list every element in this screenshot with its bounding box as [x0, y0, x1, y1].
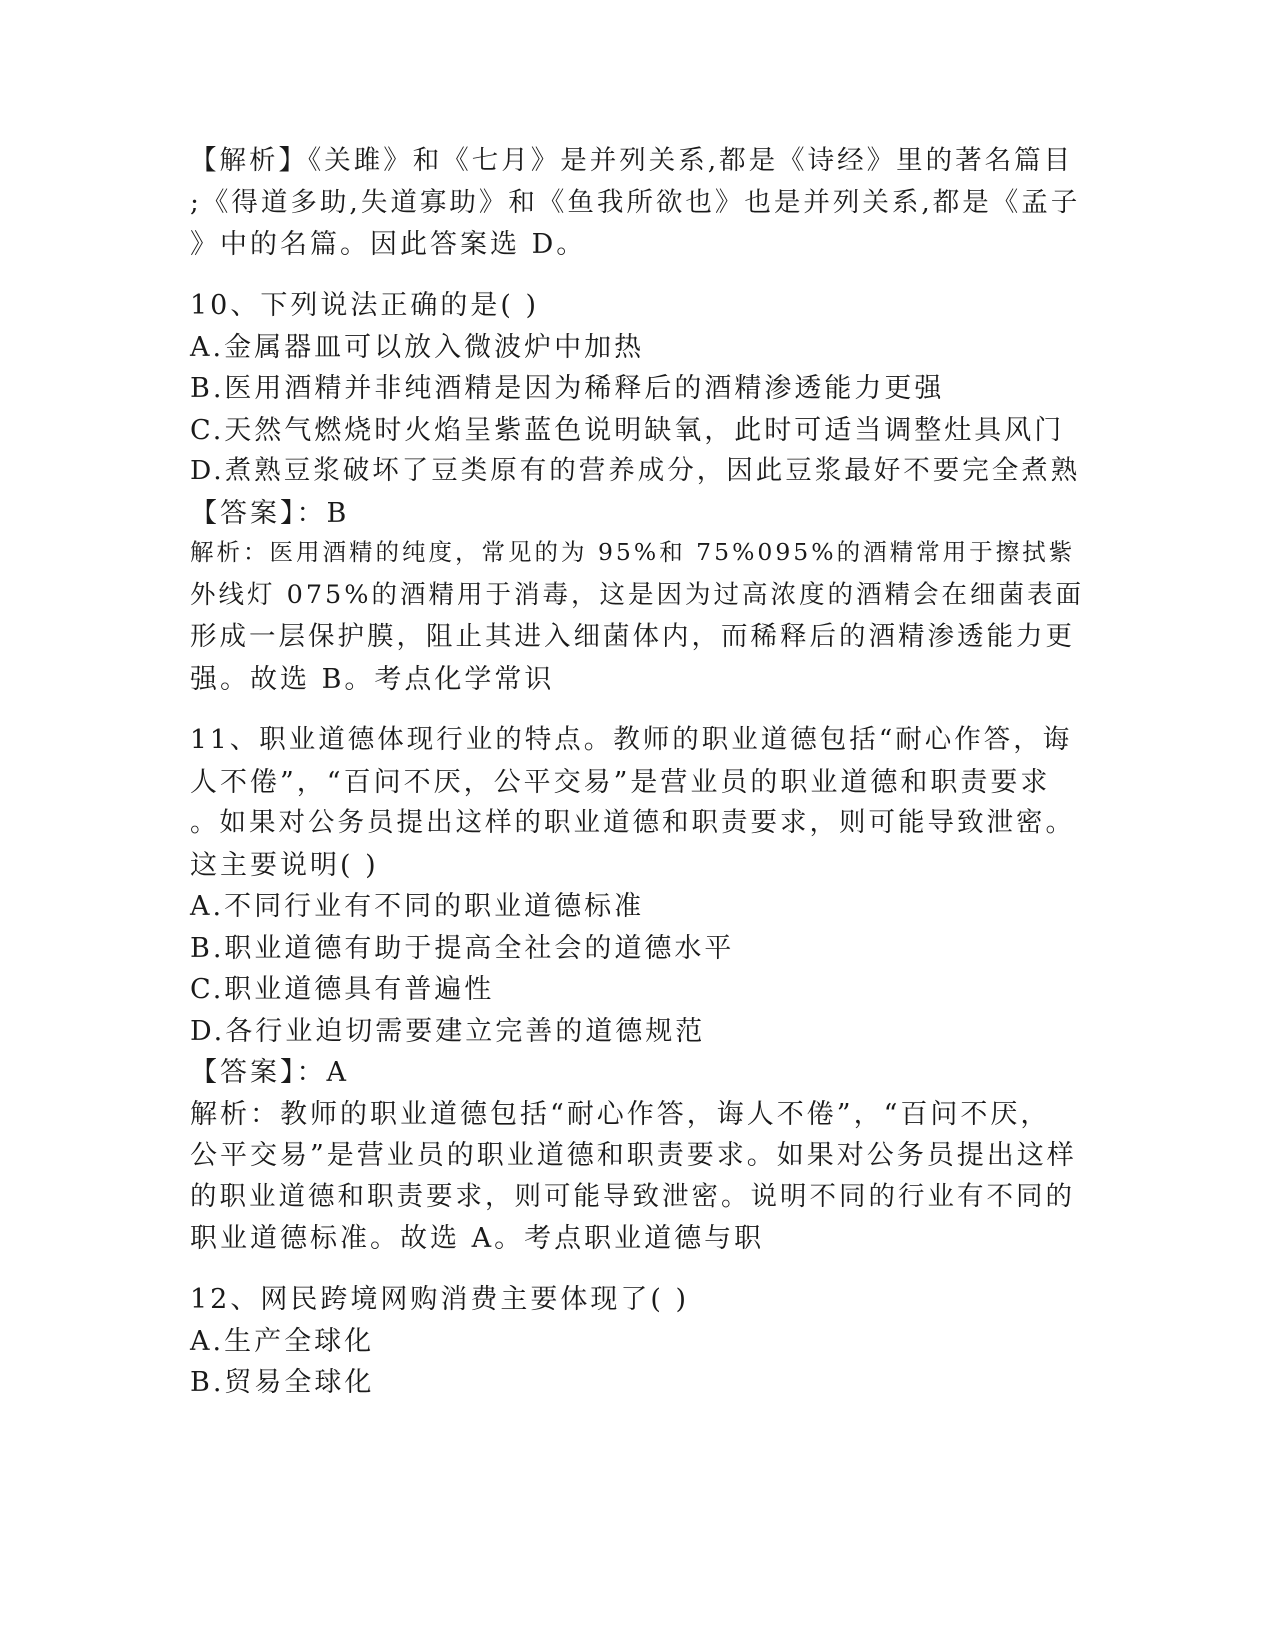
analysis-text-line: 强。故选 B。考点化学常识	[190, 664, 555, 695]
question-11-stem: 人不倦”，“百问不厌，公平交易”是营业员的职业道德和职责要求	[190, 767, 1051, 798]
question-11-stem: 11、职业道德体现行业的特点。教师的职业道德包括“耐心作答，诲	[190, 724, 1073, 755]
answer-label: 【答案】：B	[190, 498, 350, 529]
option-c: C.天然气燃烧时火焰呈紫蓝色说明缺氧，此时可适当调整灶具风门	[190, 415, 1065, 446]
analysis-text-line: 【解析】《关雎》和《七月》是并列关系,都是《诗经》里的著名篇目	[190, 145, 1074, 176]
analysis-text-line: 》中的名篇。因此答案选 D。	[190, 229, 587, 260]
option-a: A.金属器皿可以放入微波炉中加热	[190, 332, 645, 363]
analysis-text-line: 的职业道德和职责要求，则可能导致泄密。说明不同的行业有不同的	[190, 1181, 1075, 1212]
option-a: A.不同行业有不同的职业道德标准	[190, 891, 645, 922]
option-b: B.职业道德有助于提高全社会的道德水平	[190, 933, 735, 964]
analysis-text-line: 解析：教师的职业道德包括“耐心作答，诲人不倦”，“百问不厌，	[190, 1099, 1051, 1130]
option-b: B.贸易全球化	[190, 1367, 375, 1398]
question-12-stem: 12、网民跨境网购消费主要体现了( )	[190, 1284, 690, 1315]
analysis-text-line: 解析：医用酒精的纯度，常见的为 95%和 75%095%的酒精常用于擦拭紫	[190, 538, 1076, 566]
question-11-stem: 这主要说明( )	[190, 850, 379, 881]
option-d: D.煮熟豆浆破坏了豆类原有的营养成分，因此豆浆最好不要完全煮熟	[190, 455, 1081, 486]
question-10-stem: 10、下列说法正确的是( )	[190, 290, 540, 321]
option-c: C.职业道德具有普遍性	[190, 974, 495, 1005]
analysis-text-line: ;《得道多助,失道寡助》和《鱼我所欲也》也是并列关系,都是《孟子	[190, 187, 1081, 218]
answer-label: 【答案】：A	[190, 1057, 349, 1088]
option-b: B.医用酒精并非纯酒精是因为稀释后的酒精渗透能力更强	[190, 373, 945, 404]
option-a: A.生产全球化	[190, 1326, 375, 1357]
analysis-text-line: 外线灯 075%的酒精用于消毒，这是因为过高浓度的酒精会在细菌表面	[190, 580, 1085, 610]
analysis-text-line: 公平交易”是营业员的职业道德和职责要求。如果对公务员提出这样	[190, 1140, 1077, 1171]
question-11-stem: 。如果对公务员提出这样的职业道德和职责要求，则可能导致泄密。	[190, 807, 1075, 838]
option-d: D.各行业迫切需要建立完善的道德规范	[190, 1016, 706, 1047]
analysis-text-line: 形成一层保护膜，阻止其进入细菌体内，而稀释后的酒精渗透能力更	[190, 621, 1075, 652]
analysis-text-line: 职业道德标准。故选 A。考点职业道德与职	[190, 1223, 765, 1254]
